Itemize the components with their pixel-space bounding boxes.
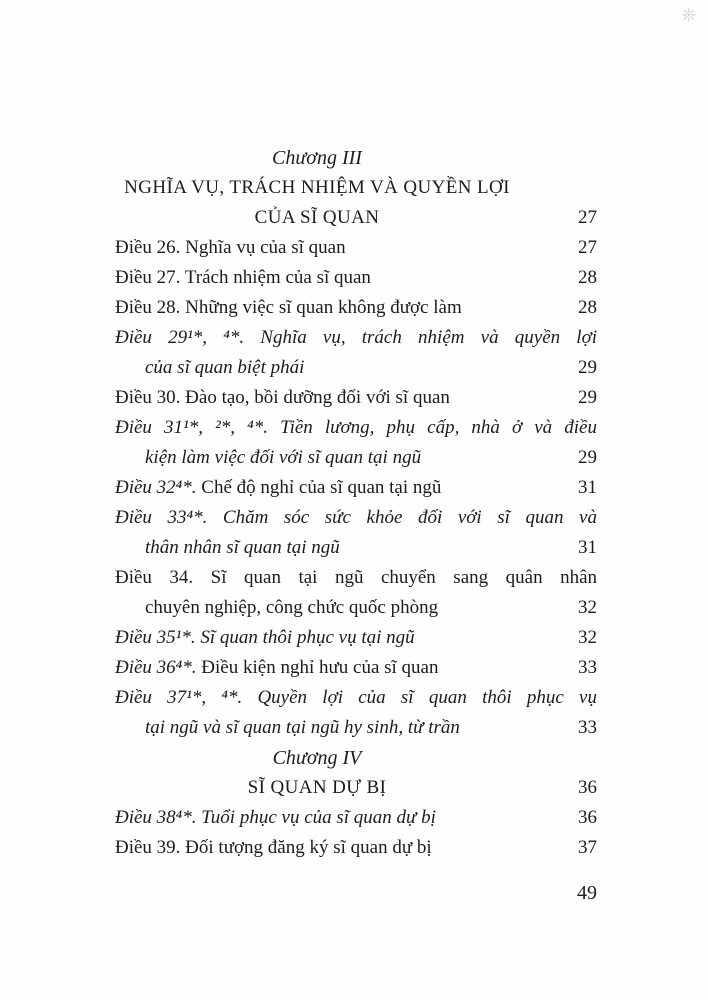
toc-entry-segment: Điều 38⁴*. Tuổi phục vụ của sĩ quan dự bị (115, 807, 436, 828)
toc-entry-segment: Điều 37¹*, ⁴*. Quyền lợi của sĩ quan thôi phục vụ (115, 687, 597, 708)
toc-entry-text (115, 293, 519, 323)
toc-entry-text (115, 833, 519, 863)
toc-row-entry (115, 833, 597, 863)
toc-entry-segment: Điều 29¹*, ⁴*. Nghĩa vụ, trách nhiệm và quyền lợi (115, 327, 597, 348)
toc-row-justify (115, 563, 597, 593)
toc-page-number: 37 (578, 837, 597, 858)
toc-row-entry (115, 473, 597, 503)
toc-entry-segment: Điều kiện nghỉ hưu của sĩ quan (201, 657, 439, 678)
table-of-contents (115, 143, 597, 863)
toc-entry-segment: Chế độ nghỉ của sĩ quan tại ngũ (201, 477, 442, 498)
toc-entry-segment: Điều 31¹*, ²*, ⁴*. Tiền lương, phụ cấp, nhà ở và điều (115, 417, 597, 438)
toc-row-justify (115, 413, 597, 443)
chapter-title: CỦA SĨ QUAN (254, 207, 380, 228)
toc-entry-text (115, 803, 519, 833)
toc-entry-text (115, 533, 519, 563)
toc-entry-segment: Điều 33⁴*. Chăm sóc sức khỏe đối với sĩ quan và (115, 507, 597, 528)
toc-row-cont (115, 443, 597, 473)
toc-page-number: 27 (578, 237, 597, 258)
toc-row-entry (115, 803, 597, 833)
toc-row-heading (115, 203, 597, 233)
toc-entry-text (115, 653, 519, 683)
toc-entry-text (115, 263, 519, 293)
toc-entry-segment: thân nhân sĩ quan tại ngũ (145, 537, 340, 558)
toc-entry-segment: Điều 35¹*. Sĩ quan thôi phục vụ tại ngũ (115, 627, 415, 648)
toc-entry-segment: Điều 39. Đối tượng đăng ký sĩ quan dự bị (115, 837, 432, 858)
toc-entry-text (115, 563, 597, 593)
toc-row-entry (115, 383, 597, 413)
toc-entry-segment: chuyên nghiệp, công chức quốc phòng (145, 597, 439, 618)
toc-entry-text (115, 713, 519, 743)
toc-page-number: 32 (578, 597, 597, 618)
toc-entry-segment: kiện làm việc đối với sĩ quan tại ngũ (145, 447, 422, 468)
toc-row-heading (115, 773, 597, 803)
toc-page-number: 33 (578, 657, 597, 678)
toc-page-number: 28 (578, 297, 597, 318)
chapter-title: NGHĨA VỤ, TRÁCH NHIỆM VÀ QUYỀN LỢI (124, 177, 510, 198)
toc-entry-text (115, 683, 597, 713)
toc-row-entry (115, 233, 597, 263)
toc-row-justify (115, 323, 597, 353)
chapter-label: Chương IV (272, 747, 362, 769)
toc-page-number: 36 (578, 807, 597, 828)
toc-row-entry (115, 653, 597, 683)
toc-entry-text (115, 353, 519, 383)
toc-row-entry (115, 623, 597, 653)
toc-entry-segment: Điều 34. Sĩ quan tại ngũ chuyển sang quân nhân (115, 567, 597, 588)
toc-entry-segment: Điều 30. Đào tạo, bồi dưỡng đối với sĩ quan (115, 387, 450, 408)
toc-entry-segment: Điều 36⁴*. (115, 657, 202, 678)
toc-page-number: 29 (578, 357, 597, 378)
toc-row-justify (115, 503, 597, 533)
toc-page-number: 31 (578, 477, 597, 498)
toc-row-chapter (115, 143, 597, 173)
chapter-label: Chương III (272, 147, 362, 169)
footer-page-number: 49 (577, 882, 597, 904)
toc-row-cont (115, 593, 597, 623)
toc-row-justify (115, 683, 597, 713)
toc-row-cont (115, 533, 597, 563)
toc-page-number: 36 (578, 777, 597, 798)
toc-row-cont (115, 353, 597, 383)
toc-entry-segment: Điều 28. Những việc sĩ quan không được làm (115, 297, 462, 318)
toc-entry-text (115, 233, 519, 263)
toc-row-entry (115, 263, 597, 293)
toc-page-number: 31 (578, 537, 597, 558)
toc-entry-text (115, 473, 519, 503)
toc-entry-text (115, 413, 597, 443)
toc-entry-segment: của sĩ quan biệt phái (145, 357, 305, 378)
toc-entry-text (115, 383, 519, 413)
toc-row-heading (115, 173, 597, 203)
toc-row-chapter (115, 743, 597, 773)
flower-ornament-icon: ❊ (681, 6, 696, 26)
toc-entry-text (115, 503, 597, 533)
toc-entry-segment: Điều 32⁴*. (115, 477, 202, 498)
toc-page-number: 32 (578, 627, 597, 648)
toc-page-number: 27 (578, 207, 597, 228)
toc-entry-text (115, 443, 519, 473)
toc-page-number: 33 (578, 717, 597, 738)
toc-entry-segment: tại ngũ và sĩ quan tại ngũ hy sinh, từ trần (145, 717, 460, 738)
chapter-title: SĨ QUAN DỰ BỊ (247, 777, 387, 798)
toc-entry-segment: Điều 27. Trách nhiệm của sĩ quan (115, 267, 371, 288)
toc-entry-text (115, 623, 519, 653)
toc-page-number: 28 (578, 267, 597, 288)
toc-entry-text (115, 593, 519, 623)
toc-row-entry (115, 293, 597, 323)
toc-entry-text (115, 323, 597, 353)
toc-page-number: 29 (578, 387, 597, 408)
toc-page-number: 29 (578, 447, 597, 468)
toc-entry-segment: Điều 26. Nghĩa vụ của sĩ quan (115, 237, 346, 258)
toc-row-cont (115, 713, 597, 743)
